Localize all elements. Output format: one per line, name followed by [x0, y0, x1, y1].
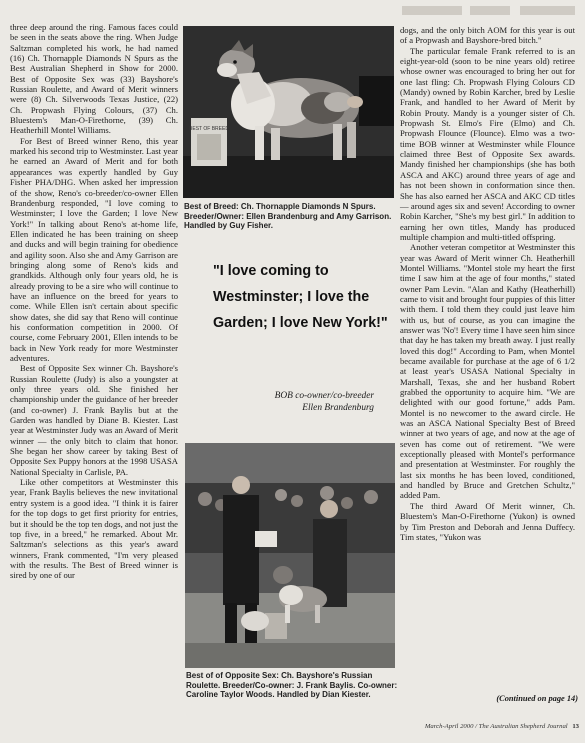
- paragraph: For Best of Breed winner Reno, this year marked his second trip to Westminster. Last year he earned an Award of Merit and for both appearances was expertly handled by Guy Fisher PHA/DHG. When asked her impression of the show, Reno's co-breeder/co-owner Ellen Brandenburg responded, "I love coming to Westminster; I love the Garden; I love New York!" In talking about Reno's at-home life, Ellen indicated he has been training on sheep and ducks and will begin training for obedience and agility soon. Also she and Amy Garrison are bringing along some of Reno's kids and grandkids. Although only four years old, he is already proving to be a sire who will continue to have an influence on the breed for years to come. While Ellen isn't certain about specific show dates, she did say that Reno will continue his conformation competition in 2000. Of course, come February 2001, Ellen intends to be back in New York ready for more Westminster adventures.: [10, 135, 178, 363]
- bleed-through-mark: [402, 6, 462, 15]
- bleed-through-mark: [520, 6, 575, 15]
- page-footer: [414, 723, 579, 730]
- paragraph: The particular female Frank referred to is an eight-year-old (soon to be nine years old) retiree whose owner was encouraged to bring her out for one last fling: Ch. Propwash Flying Colours CD (Mandy) owned by Robin Karcher, bred by Leslie Frank, and handled to her Award of Merit by Robin Prouty. Mandy is a younger sister of Ch. Propwash St. Elmo's Fire (Elmo) and Ch. Propwash Flounce (Flounce). Elmo was a two-time BOB winner at Westminster while Flounce claimed three Best of Opposite Sex awards. Mandy finished her championships (she has both ASCA and AKC) around three years of age and has not been shown in conformation since then. She has also earned her ASCA and AKC CD titles — around ages six and seven! According to owner Robin Karcher, "She's my best girl." In addition to earning her own titles, Mandy has produced multiple champion and multi-titled offspring.: [400, 45, 575, 242]
- top-photo-caption: Best of Breed: Ch. Thornapple Diamonds N Spurs. Breeder/Owner: Ellen Brandenburg and Amy Garrison. Handled by Guy Fisher.: [184, 202, 392, 231]
- continued-on-page-note: (Continued on page 14): [496, 694, 578, 703]
- paragraph: Another veteran competitor at Westminster this year was Award of Merit winner Ch. Heatherhill Montel Williams. "Montel stole my heart the first time I saw him at the age of four months," stated owner Pam Levin. "Alan and Kathy (Heatherhill) came to visit and brought four puppies of this litter with them. I told them they could just leave him with us, but of course, as you can imagine the answer was 'No'! Every time I have seen him since that day he has taken my breath away. I just really loved this dog!" According to Pam, when Montel became available for purchase at the age of 6 1/2 at least year's USASA National Specialty in Marshall, Texas, she and her husband Robert grabbed the opportunity to acquire him. "We are delighted with our good fortune," adds Pam. Montel is no newcomer to the award circle. He was an ASCA National Specialty Best of Breed winner at two years of age, and now at the age of seven has come out of retirement. "We were exceptionally pleased with Montel's performance and presentation at Westminster. For roughly the last six months he has been loved, conditioned, and handled by Bruce and Gretchen Schultz," added Pam.: [400, 242, 575, 501]
- paragraph: dogs, and the only bitch AOM for this year is out of a Propwash and Bayshore-bred bitch.": [400, 25, 575, 46]
- bleed-through-mark: [470, 6, 510, 15]
- photo-sign-text: BEST OF BREED: [189, 126, 229, 132]
- footer-text: March-April 2000 / The Australian Shepherd Journal: [424, 723, 568, 730]
- ring-photo-illustration: [185, 443, 395, 668]
- best-of-breed-photo: [183, 26, 394, 198]
- pull-quote: "I love coming to Westminster; I love the Garden; I love New York!": [213, 263, 388, 331]
- left-article-column: [10, 22, 178, 581]
- attribution-name: Ellen Brandenburg: [302, 403, 374, 413]
- paragraph: Like other competitors at Westminster this year, Frank Baylis believes the new invitational entry system is a good idea. "I think it is fairer for the top dogs to get first priority for entries, but it should be the top ten dogs, and not just the top five, in a breed," he remarked. About Mr. Saltzman's selections as this year's award winners, Frank commented, "I'm very pleased with the results. The Best of Breed winner is sired by one of our: [10, 477, 178, 581]
- quote-attribution: [224, 390, 374, 414]
- right-article-column: [400, 25, 575, 542]
- attribution-role: BOB co-owner/co-breeder: [274, 391, 374, 401]
- paragraph: three deep around the ring. Famous faces could be seen in the seats above the ring. When Judge Saltzman completed his work, he had named (16) Ch. Thornapple Diamonds N Spurs as the Best Australian Shepherd in Show for 2000. Best of Opposite Sex was (33) Bayshore's Russian Roulette, and Award of Merit winners were (8) Ch. Silverwoods Texas Justice, (22) Ch. Propwash Flying Colours, (37) Ch. Bluestem's Man-O-Firethorne, (39) Ch. Heatherhill Montel Williams.: [10, 22, 178, 136]
- bottom-photo-caption: Best of of Opposite Sex: Ch. Bayshore's Russian Roulette. Breeder/Co-owner: J. Frank Baylis. Co-owner: Caroline Taylor Woods. Handled by Dian Kiester.: [186, 671, 398, 700]
- paragraph: The third Award Of Merit winner, Ch. Bluestem's Man-O-Firethorne (Yukon) is owned by Tim Preston and Deborah and Jenna Duffecy. Tim states, "Yukon was: [400, 500, 575, 542]
- paragraph: Best of Opposite Sex winner Ch. Bayshore's Russian Roulette (Judy) is also a youngster at only three years old. She finished her championship under the guidance of her breeder (and co-owner) J. Frank Baylis but at the Garden was handled by Diane B. Kiester. Last year at Westminster Judy was an Award of Merit winner — the only bitch to claim that honor. She began her show career by taking Best of Opposite Sex Puppy honors at the 1998 USASA National Specialty in Carlisle, PA.: [10, 363, 178, 477]
- dog-photo-illustration: [183, 26, 394, 198]
- page-number: 13: [572, 723, 579, 730]
- best-of-opposite-sex-photo: [185, 443, 395, 668]
